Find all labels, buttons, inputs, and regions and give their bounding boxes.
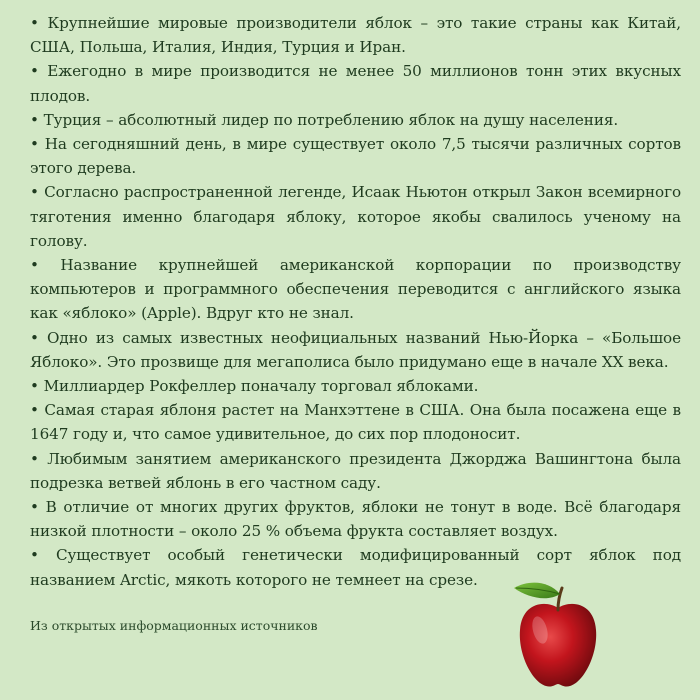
fact-item: • Название крупнейшей американской корпорации по производству компьютеров и программного обеспечения переводится с английского языка как «яблоко» (Apple). Вдруг кто не знал.	[30, 253, 681, 326]
fact-item: • Одно из самых известных неофициальных названий Нью-Йорка – «Большое Яблоко». Это прозвище для мегаполиса было придумано еще в начале XX века.	[30, 326, 681, 374]
fact-item: • Миллиардер Рокфеллер поначалу торговал яблоками.	[30, 374, 681, 398]
fact-item: • Любимым занятием американского президента Джорджа Вашингтона была подрезка ветвей яблонь в его частном саду.	[30, 447, 681, 495]
fact-item: • Ежегодно в мире производится не менее 50 миллионов тонн этих вкусных плодов.	[30, 59, 681, 107]
fact-item: • Самая старая яблоня растет на Манхэттене в США. Она была посажена еще в 1647 году и, что самое удивительное, до сих пор плодоносит.	[30, 398, 681, 446]
facts-list	[30, 11, 681, 592]
fact-item: • Существует особый генетически модифицированный сорт яблок под названием Arctic, мякоть которого не темнеет на срезе.	[30, 543, 681, 591]
fact-item: • Крупнейшие мировые производители яблок – это такие страны как Китай, США, Польша, Италия, Индия, Турция и Иран.	[30, 11, 681, 59]
red-apple-icon	[508, 572, 608, 692]
fact-item: • Согласно распространенной легенде, Исаак Ньютон открыл Закон всемирного тяготения именно благодаря яблоку, которое якобы свалилось ученому на голову.	[30, 180, 681, 253]
fact-item: • В отличие от многих других фруктов, яблоки не тонут в воде. Всё благодаря низкой плотности – около 25 % объема фрукта составляет воздух.	[30, 495, 681, 543]
fact-item: • На сегодняшний день, в мире существует около 7,5 тысячи различных сортов этого дерева.	[30, 132, 681, 180]
source-note: Из открытых информационных источников	[30, 618, 318, 633]
fact-item: • Турция – абсолютный лидер по потреблению яблок на душу населения.	[30, 108, 681, 132]
